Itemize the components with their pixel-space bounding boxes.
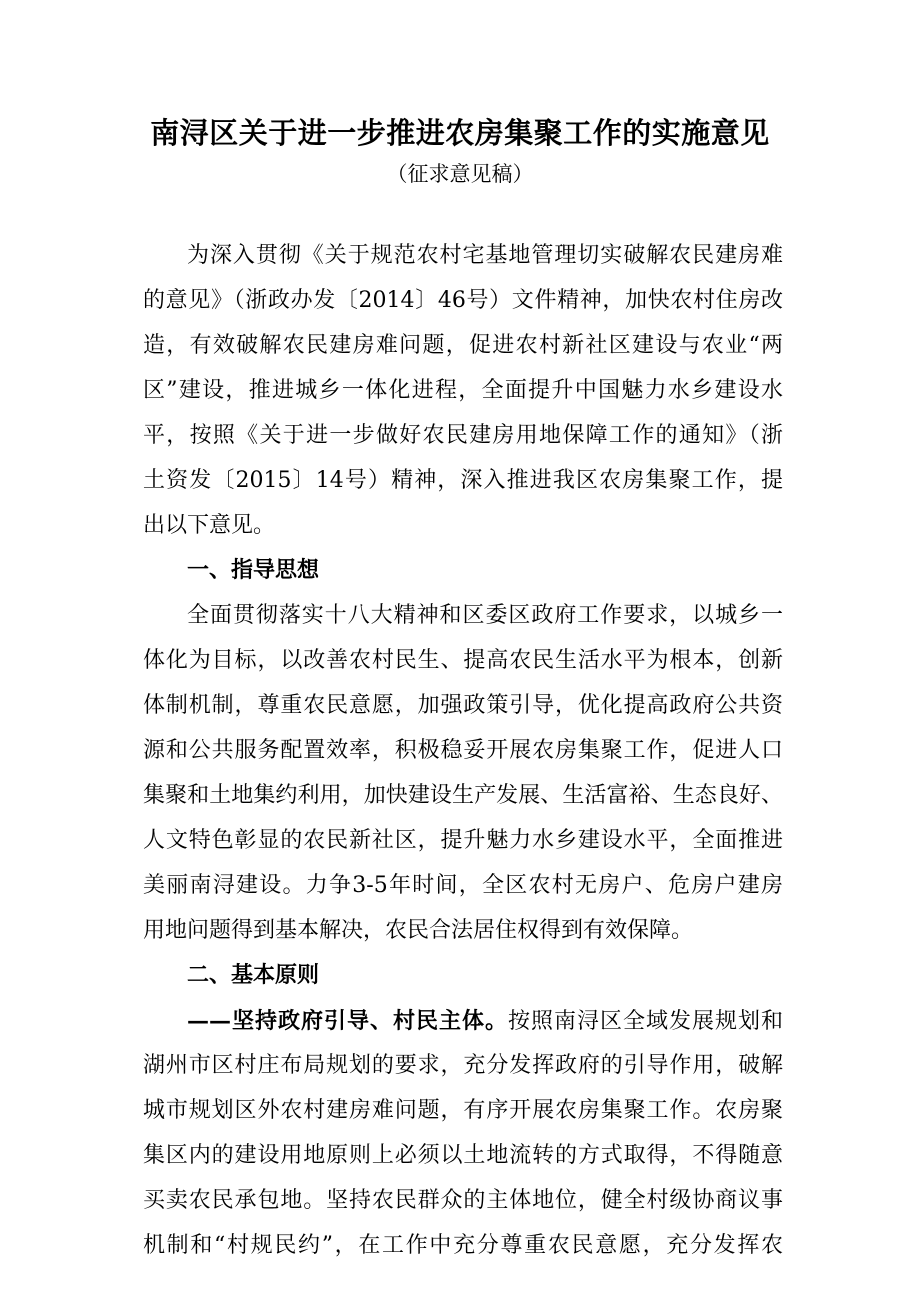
intro-line: 土资发〔2015〕14号）精神，深入推进我区农房集聚工作，提 [143, 468, 783, 493]
intro-line: 平，按照《关于进一步做好农民建房用地保障工作的通知》（浙 [143, 423, 783, 448]
section1-line: 美丽南浔建设。力争3-5年时间，全区农村无房户、危房户建房 [143, 873, 783, 898]
document-title: 南浔区关于进一步推进农房集聚工作的实施意见 [150, 116, 770, 150]
intro-line: 造，有效破解农民建房难问题，促进农村新社区建设与农业“两 [143, 333, 783, 358]
section-heading-guiding-ideology: 一、指导思想 [187, 558, 320, 583]
intro-line: 为深入贯彻《关于规范农村宅基地管理切实破解农民建房难 [187, 243, 783, 268]
section1-line: 集聚和土地集约利用，加快建设生产发展、生活富裕、生态良好、 [143, 783, 783, 808]
section2-line: 湖州市区村庄布局规划的要求，充分发挥政府的引导作用，破解 [143, 1053, 783, 1078]
section1-line: 体制机制，尊重农民意愿，加强政策引导，优化提高政府公共资 [143, 693, 783, 718]
principle-title: ——坚持政府引导、村民主体。 [187, 1008, 508, 1034]
section1-line: 用地问题得到基本解决，农民合法居住权得到有效保障。 [143, 918, 694, 943]
section1-line: 源和公共服务配置效率，积极稳妥开展农房集聚工作，促进人口 [143, 738, 783, 763]
intro-line: 区”建设，推进城乡一体化进程，全面提升中国魅力水乡建设水 [143, 378, 783, 403]
section2-line: 机制和“村规民约”，在工作中充分尊重农民意愿，充分发挥农 [143, 1233, 783, 1258]
intro-line: 出以下意见。 [143, 513, 276, 538]
section2-line: 买卖农民承包地。坚持农民群众的主体地位，健全村级协商议事 [143, 1188, 783, 1213]
section1-line: 体化为目标，以改善农村民生、提高农民生活水平为根本，创新 [143, 648, 783, 673]
document-subtitle: （征求意见稿） [386, 162, 534, 186]
section2-line: 城市规划区外农村建房难问题，有序开展农房集聚工作。农房聚 [143, 1098, 783, 1123]
section2-line: 集区内的建设用地原则上必须以土地流转的方式取得，不得随意 [143, 1143, 783, 1168]
principle-first-line [187, 1001, 783, 1041]
principle-text: 按照南浔区全域发展规划和 [507, 1009, 783, 1034]
intro-line: 的意见》（浙政办发〔2014〕46号）文件精神，加快农村住房改 [143, 288, 783, 313]
section1-line: 全面贯彻落实十八大精神和区委区政府工作要求，以城乡一 [187, 603, 783, 628]
section-heading-basic-principles: 二、基本原则 [187, 963, 320, 988]
section1-line: 人文特色彰显的农民新社区，提升魅力水乡建设水平，全面推进 [143, 828, 783, 853]
